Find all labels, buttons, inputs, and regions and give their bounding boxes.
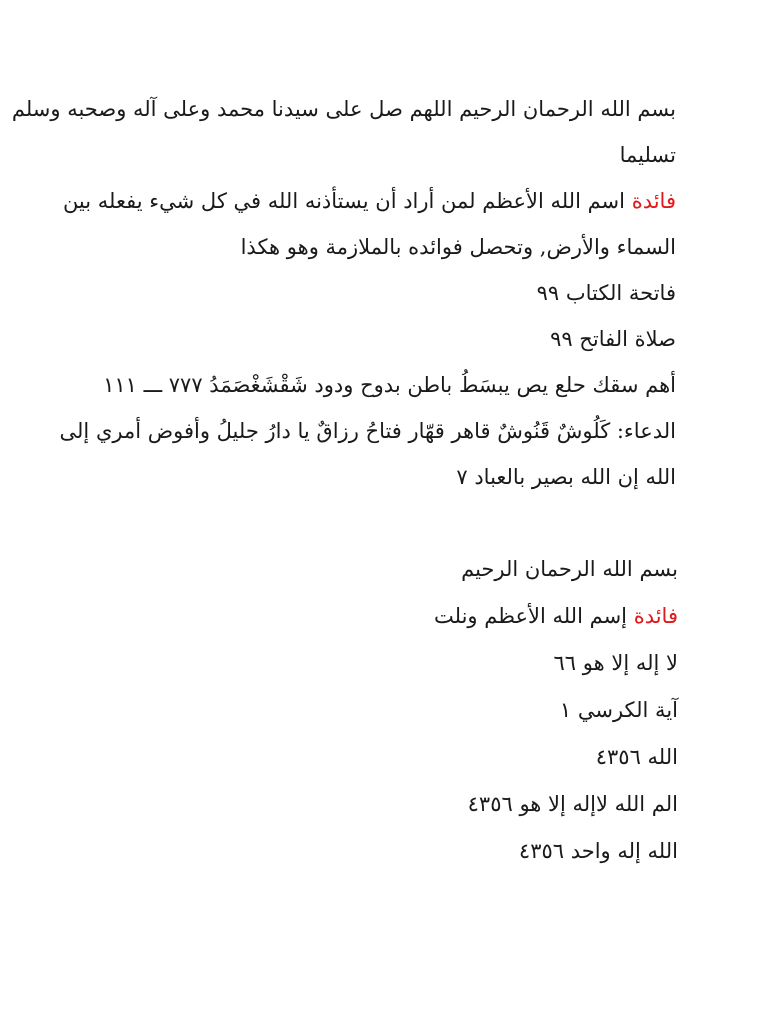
fatiha-count-line: فاتحة الكتاب ٩٩ (536, 281, 676, 305)
faida-continuation-line: السماء والأرض, وتحصل فوائده بالملازمة وهو هكذا (240, 235, 676, 259)
dua-line: الدعاء: كَلُوشٌ قَنُوشٌ قاهر قهّار فتاحُ رزاقٌ يا دارُ جليلُ وأفوض أمري إلى (59, 419, 676, 443)
section-one (11, 86, 676, 500)
list-item: آية الكرسي ١ (559, 698, 678, 722)
section-two (78, 546, 678, 875)
list-item: لا إله إلا هو ٦٦ (553, 651, 678, 675)
faida-line (62, 178, 676, 224)
faida-text: اسم الله الأعظم لمن أراد أن يستأذنه الله في كل شيء يفعله بين (62, 189, 625, 213)
dua-continuation-line: الله إن الله بصير بالعباد ٧ (456, 465, 676, 489)
faida-label: فائدة (631, 189, 676, 213)
opening-invocation-continuation: تسليما (619, 143, 676, 167)
list-item: الله إله واحد ٤٣٥٦ (518, 839, 678, 863)
faida-label-2: فائدة (633, 604, 678, 628)
list-item: الم الله لاإله إلا هو ٤٣٥٦ (467, 792, 678, 816)
basmala-line: بسم الله الرحمان الرحيم (461, 557, 678, 581)
faida-text-2: إسم الله الأعظم ونلت (434, 604, 627, 628)
letters-line: أهم سقك حلع يص يبسَطُ باطن بدوح ودود شَقْشَغْصَمَدُ ٧٧٧ ـــ ١١١ (103, 373, 676, 397)
faida-line-2 (78, 593, 678, 640)
opening-invocation-line: بسم الله الرحمان الرحيم اللهم صل على سيدنا محمد وعلى آله وصحبه وسلم (11, 97, 676, 121)
list-item: الله ٤٣٥٦ (595, 745, 678, 769)
salat-fatih-count-line: صلاة الفاتح ٩٩ (550, 327, 676, 351)
